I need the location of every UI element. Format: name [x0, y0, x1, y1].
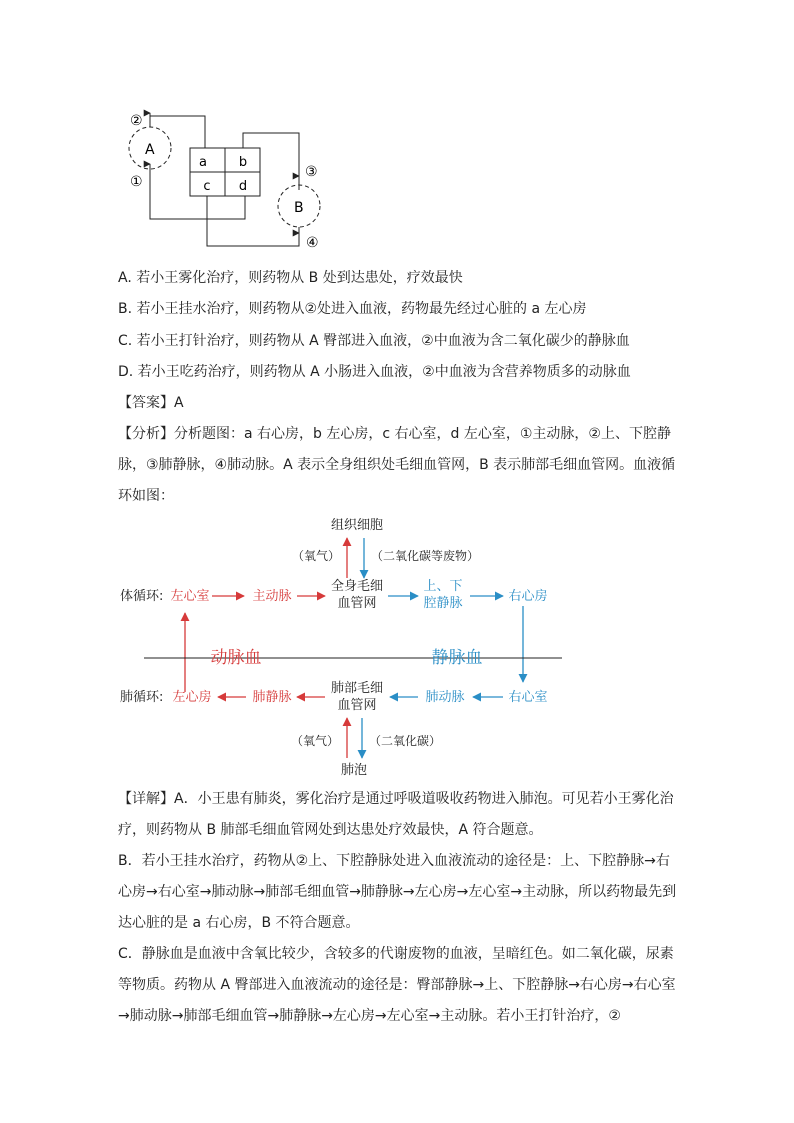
aorta-line — [150, 169, 248, 219]
option-a: A. 若小王雾化治疗，则药物从 B 处到达患处，疗效最快 — [118, 270, 463, 286]
right-ventricle: 右心室 — [508, 690, 548, 705]
pulmonary-label: 肺循环: — [120, 690, 164, 705]
lung-capillary-1: 肺部毛细 — [330, 681, 384, 696]
chamber-a: a — [199, 155, 207, 170]
lv-top: 左心室 — [170, 589, 210, 604]
detail-a: 【详解】A．小王患有肺炎，雾化治疗是通过呼吸道吸收药物进入肺泡。可见若小王雾化治疗，则药物从 B 肺部毛细血管网处到达患处疗效最快，A 符合题意。 — [118, 791, 674, 838]
label-num3: ③ — [305, 164, 318, 180]
label-num1: ① — [130, 174, 143, 190]
chamber-b: b — [238, 155, 248, 170]
detail-c: C．静脉血是血液中含氧比较少，含较多的代谢废物的血液，呈暗红色。如二氧化碳，尿素等物质。药物从 A 臀部进入血液流动的途径是：臀部静脉→上、下腔静脉→右心房→右心室→肺动脉→肺部毛细血管→肺静脉→左心房→左心室→主动脉。若小王打针治疗，② — [118, 946, 676, 1024]
co2-waste: （二氧化碳等废物） — [371, 549, 480, 563]
option-c: C. 若小王打针治疗，则药物从 A 臀部进入血液，②中血液为含二氧化碳少的静脉血 — [118, 333, 630, 349]
pulmonary-artery: 肺动脉 — [425, 690, 465, 705]
left-atrium: 左心房 — [172, 690, 212, 705]
chamber-c: c — [203, 179, 211, 194]
body-capillary-2: 血管网 — [337, 596, 377, 611]
circulation-diagram — [0, 510, 794, 790]
label-num2: ② — [130, 113, 143, 129]
pulmonary-artery-line — [207, 196, 299, 246]
lung-capillary-2: 血管网 — [337, 698, 377, 713]
analysis: 【分析】分析题图：a 右心房，b 左心房，c 右心室，d 左心室，①主动脉，②上、下腔静脉，③肺静脉，④肺动脉。A 表示全身组织处毛细血管网，B 表示肺部毛细血管网。血液循环如图： — [118, 426, 676, 504]
option-b: B. 若小王挂水治疗，则药物从②处进入血液，药物最先经过心脏的 a 左心房 — [118, 301, 587, 317]
oxygen-bottom: （氧气） — [290, 734, 339, 748]
pulmonary-vein: 肺静脉 — [252, 690, 292, 705]
vena-cava-2: 腔静脉 — [423, 596, 463, 611]
detail-b: B．若小王挂水治疗，药物从②上、下腔静脉处进入血液流动的途径是：上、下腔静脉→右心房→右心室→肺动脉→肺部毛细血管→肺静脉→左心房→左心室→主动脉，所以药物最先到达心脏的是 a 右心房，B 不符合题意。 — [118, 853, 677, 931]
alveoli: 肺泡 — [340, 763, 368, 778]
label-A: A — [145, 142, 155, 158]
venous-blood: 静脉血 — [431, 648, 483, 668]
label-B: B — [294, 200, 304, 216]
body-capillary-1: 全身毛细 — [330, 579, 384, 594]
right-atrium: 右心房 — [508, 589, 548, 604]
co2-bottom: （二氧化碳） — [369, 734, 442, 748]
pulmonary-vein-line — [243, 133, 299, 185]
aorta: 主动脉 — [252, 589, 292, 604]
oxygen-top: （氧气） — [291, 549, 340, 563]
tissue-cells: 组织细胞 — [330, 518, 384, 533]
option-d: D. 若小王吃药治疗，则药物从 A 小肠进入血液，②中血液为含营养物质多的动脉血 — [118, 364, 631, 380]
systemic-label: 体循环: — [120, 589, 164, 604]
heart-diagram — [0, 0, 794, 260]
vena-cava-line — [150, 116, 205, 148]
arterial-blood: 动脉血 — [210, 648, 262, 668]
answer: 【答案】A — [118, 395, 184, 411]
chamber-d: d — [238, 179, 248, 194]
label-num4: ④ — [306, 235, 319, 251]
vena-cava-1: 上、下 — [423, 579, 463, 594]
